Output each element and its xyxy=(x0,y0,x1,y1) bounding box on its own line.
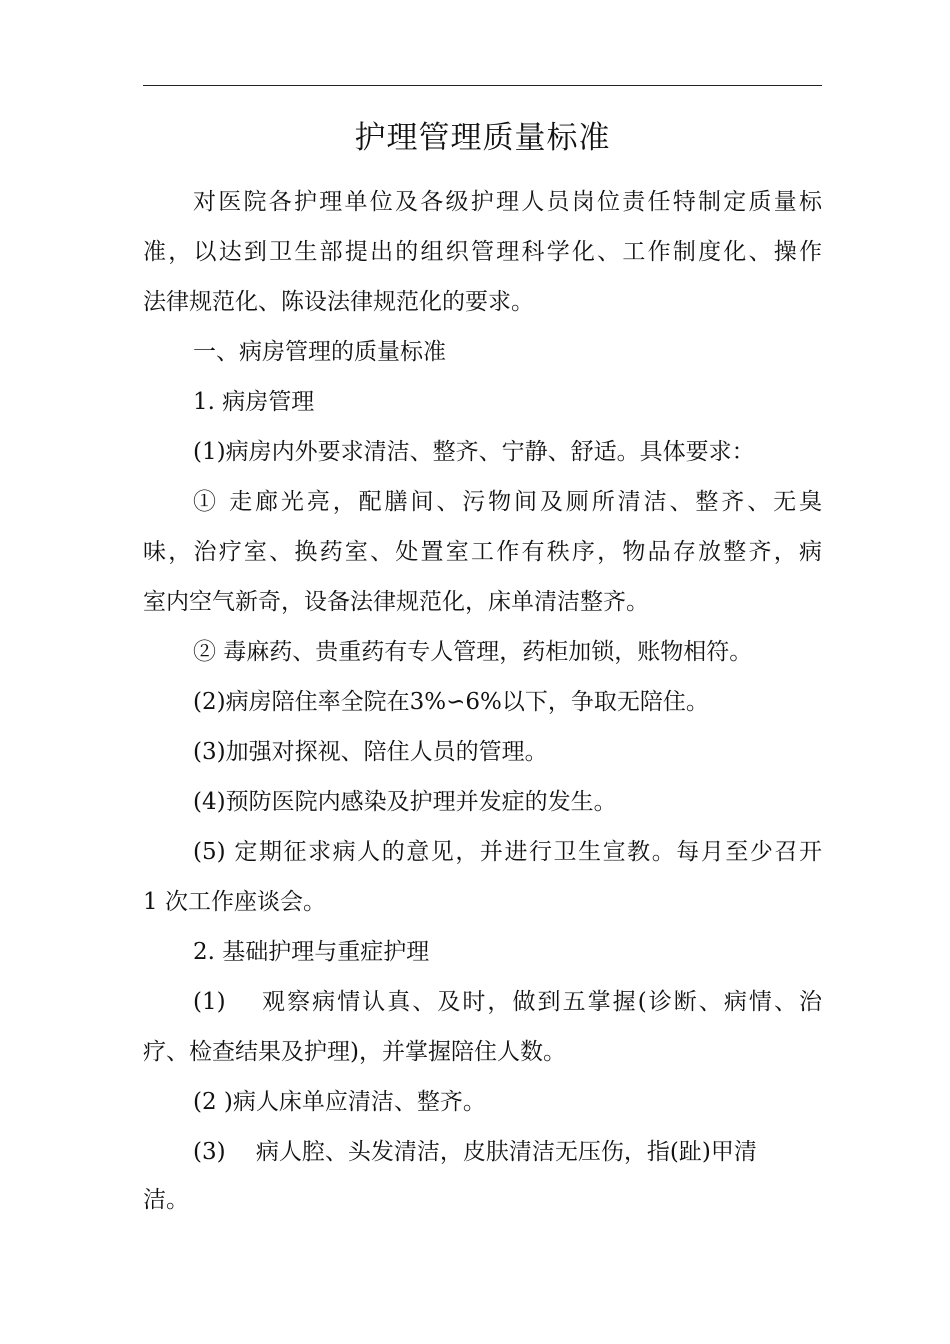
paragraph-line: 1 次工作座谈会。 xyxy=(143,889,326,915)
list-item: (2)病房陪住率全院在3%∽6%以下，争取无陪住。 xyxy=(193,689,709,715)
header-rule xyxy=(143,85,822,86)
subsection-heading: 1. 病房管理 xyxy=(193,389,315,415)
page-title: 护理管理质量标准 xyxy=(354,120,611,156)
list-item: (3) 病人腔、头发清洁，皮肤清洁无压伤，指(趾)甲清 xyxy=(193,1139,757,1165)
list-item: (1)病房内外要求清洁、整齐、宁静、舒适。具体要求： xyxy=(193,439,755,465)
list-item: (3)加强对探视、陪住人员的管理。 xyxy=(193,739,548,765)
list-item: (4)预防医院内感染及护理并发症的发生。 xyxy=(193,789,617,815)
list-item: (1) 观察病情认真、及时，做到五掌握(诊断、病情、治 xyxy=(193,989,822,1015)
paragraph-line: 准，以达到卫生部提出的组织管理科学化、工作制度化、操作 xyxy=(143,239,822,265)
paragraph-line: 洁。 xyxy=(143,1187,189,1213)
list-item: (2 )病人床单应清洁、整齐。 xyxy=(193,1089,486,1115)
list-item: (5) 定期征求病人的意见，并进行卫生宣教。每月至少召开 xyxy=(193,839,822,865)
list-item: ① 走廊光亮，配膳间、污物间及厕所清洁、整齐、无臭 xyxy=(193,489,822,515)
list-item: ② 毒麻药、贵重药有专人管理，药柜加锁，账物相符。 xyxy=(193,639,753,665)
paragraph-line: 法律规范化、陈设法律规范化的要求。 xyxy=(143,289,534,315)
section-heading: 一、病房管理的质量标准 xyxy=(193,339,446,365)
paragraph-line: 疗、检查结果及护理)，并掌握陪住人数。 xyxy=(143,1039,566,1065)
paragraph-line: 对医院各护理单位及各级护理人员岗位责任特制定质量标 xyxy=(193,189,822,215)
subsection-heading: 2. 基础护理与重症护理 xyxy=(193,939,430,965)
paragraph-line: 味，治疗室、换药室、处置室工作有秩序，物品存放整齐，病 xyxy=(143,539,822,565)
paragraph-line: 室内空气新奇，设备法律规范化，床单清洁整齐。 xyxy=(143,589,649,615)
